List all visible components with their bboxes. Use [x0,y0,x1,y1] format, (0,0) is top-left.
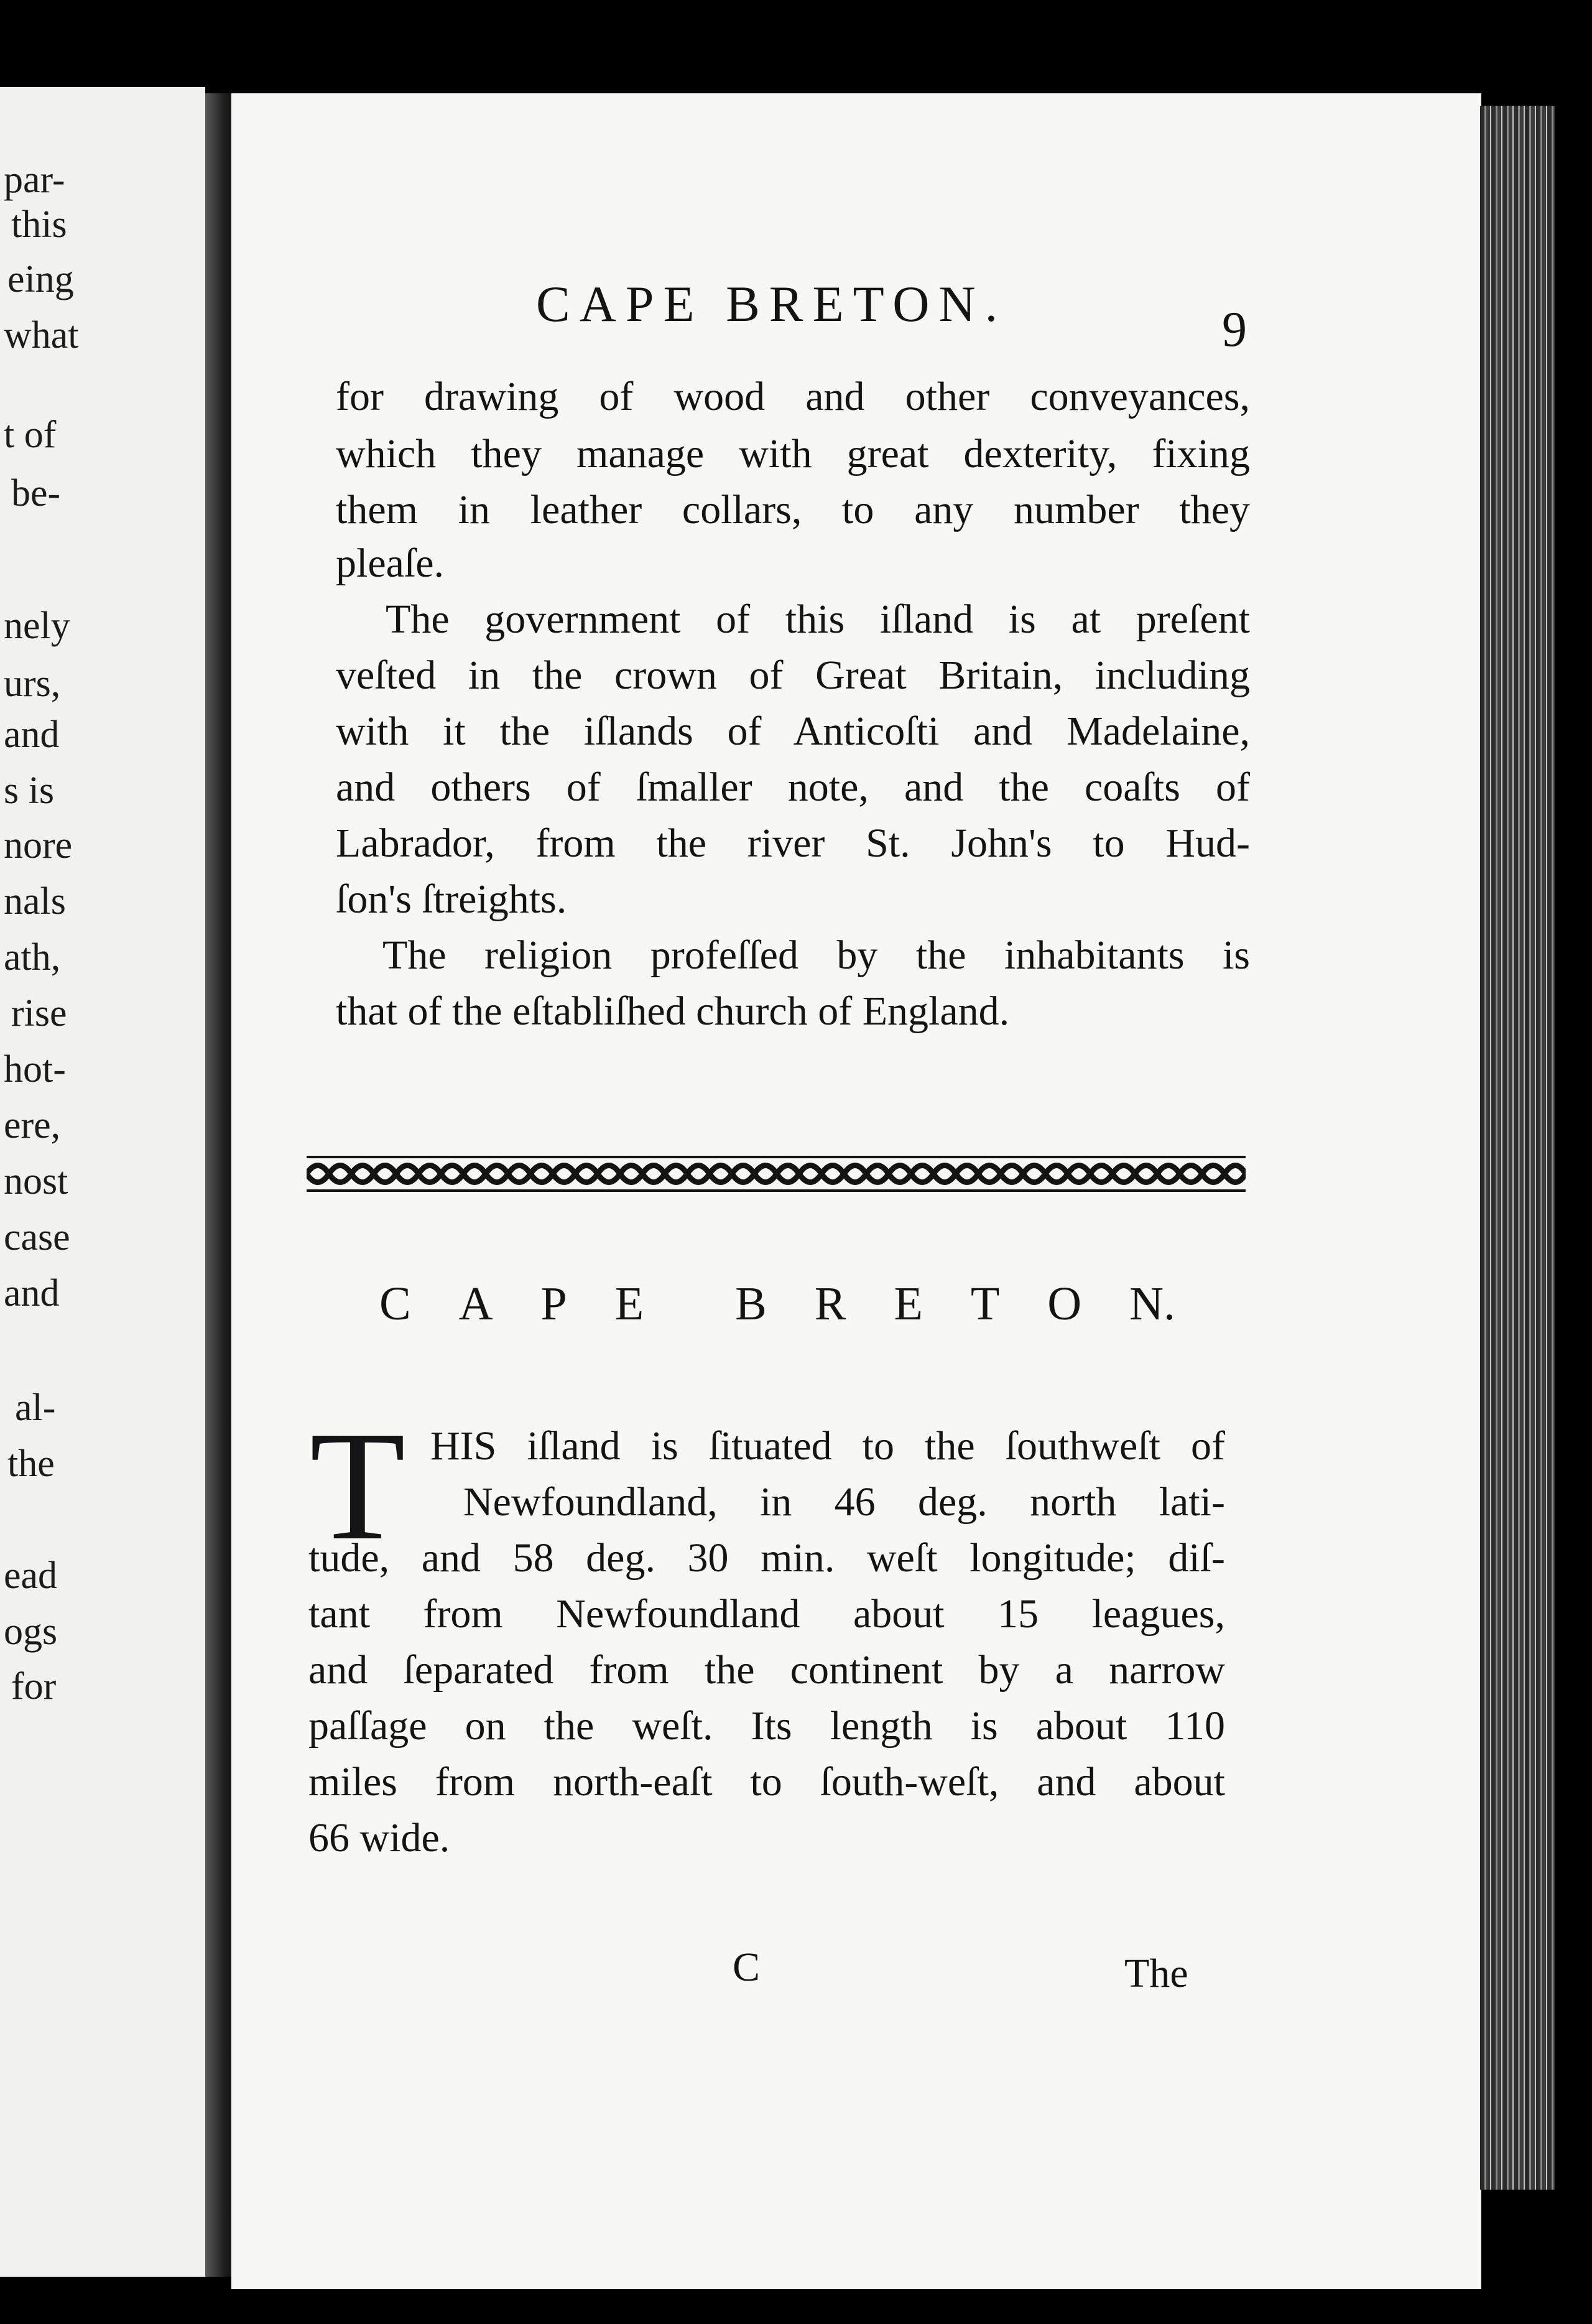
left-page-fragment: nals [4,880,66,923]
left-page-fragment: hot- [4,1048,66,1090]
heading-letter: P [540,1278,567,1330]
left-page-fragment: rise [11,992,67,1034]
text-line: miles from north-eaſt to ſouth-weſt, and about [308,1759,1225,1805]
page-edges [1480,106,1555,2190]
text-line: and others of ſmaller note, and the coaſts of [336,765,1250,810]
left-page-fragment: and [4,1272,60,1314]
heading-letter: C [379,1278,411,1330]
heading-letter: B [735,1278,767,1330]
section-heading [379,1278,1175,1330]
heading-letter: A [458,1278,493,1330]
page-number: 9 [1222,302,1247,357]
text-line: tant from Newfoundland about 15 leagues, [308,1591,1225,1637]
left-page-fragment: and [4,713,60,756]
left-page-fragment: nost [4,1160,68,1202]
text-line: and ſeparated from the continent by a narrow [308,1647,1225,1693]
left-page-fragment: eing [7,258,74,300]
left-page-fragment: ath, [4,936,61,978]
heading-letter: N. [1129,1278,1175,1330]
left-page-fragment: for [11,1665,57,1708]
text-line: them in leather collars, to any number they [336,487,1250,532]
left-facing-page [0,87,205,2277]
text-line: HIS iſland is ſituated to the ſouthweſt of [430,1423,1225,1469]
left-page-fragment: the [7,1443,55,1485]
left-page-fragment: s is [4,769,54,812]
text-line: which they manage with great dexterity, fixing [336,431,1250,476]
left-page-fragment: ead [4,1555,58,1597]
text-line: Labrador, from the river St. John's to Hud- [336,820,1250,866]
text-line: with it the iſlands of Anticoſti and Madelaine, [336,709,1250,754]
text-line: tude, and 58 deg. 30 min. weſt longitude; diſ- [308,1535,1225,1581]
text-line: veſted in the crown of Great Britain, including [336,653,1250,698]
catchword: The [1124,1951,1188,1996]
left-page-fragment: nely [4,605,70,647]
signature-mark: C [733,1945,761,1990]
ornamental-rule [307,1155,1246,1193]
heading-letter: E [614,1278,644,1330]
drop-cap: T [310,1398,405,1573]
left-page-fragment: what [4,314,79,356]
left-page-fragment: ogs [4,1611,58,1653]
left-page-fragment: t of [4,414,57,456]
text-line: The government of this iſland is at preſent [386,597,1250,642]
left-page-fragment: be- [11,472,61,514]
running-head: CAPE BRETON. [536,276,1007,332]
left-page-fragment: ere, [4,1104,61,1146]
text-line: Newfoundland, in 46 deg. north lati- [463,1479,1225,1525]
text-line: ſon's ſtreights. [336,876,567,922]
text-line: 66 wide. [308,1815,450,1861]
left-page-fragment: this [11,203,67,246]
text-line: for drawing of wood and other conveyances, [336,374,1250,419]
heading-letter: O [1047,1278,1082,1330]
heading-letter: R [814,1278,846,1330]
left-page-fragment: al- [15,1387,56,1429]
heading-letter: T [970,1278,1000,1330]
text-line: pleaſe. [336,541,445,586]
left-page-fragment: nore [4,824,73,867]
left-page-fragment: case [4,1216,70,1258]
heading-letter: E [894,1278,923,1330]
left-page-fragment: par- [4,159,65,201]
text-line: paſſage on the weſt. Its length is about 110 [308,1703,1225,1749]
left-page-fragment: urs, [4,662,61,705]
text-line: that of the eſtabliſhed church of England. [336,988,1010,1034]
text-line: The religion profeſſed by the inhabitants is [382,932,1250,978]
